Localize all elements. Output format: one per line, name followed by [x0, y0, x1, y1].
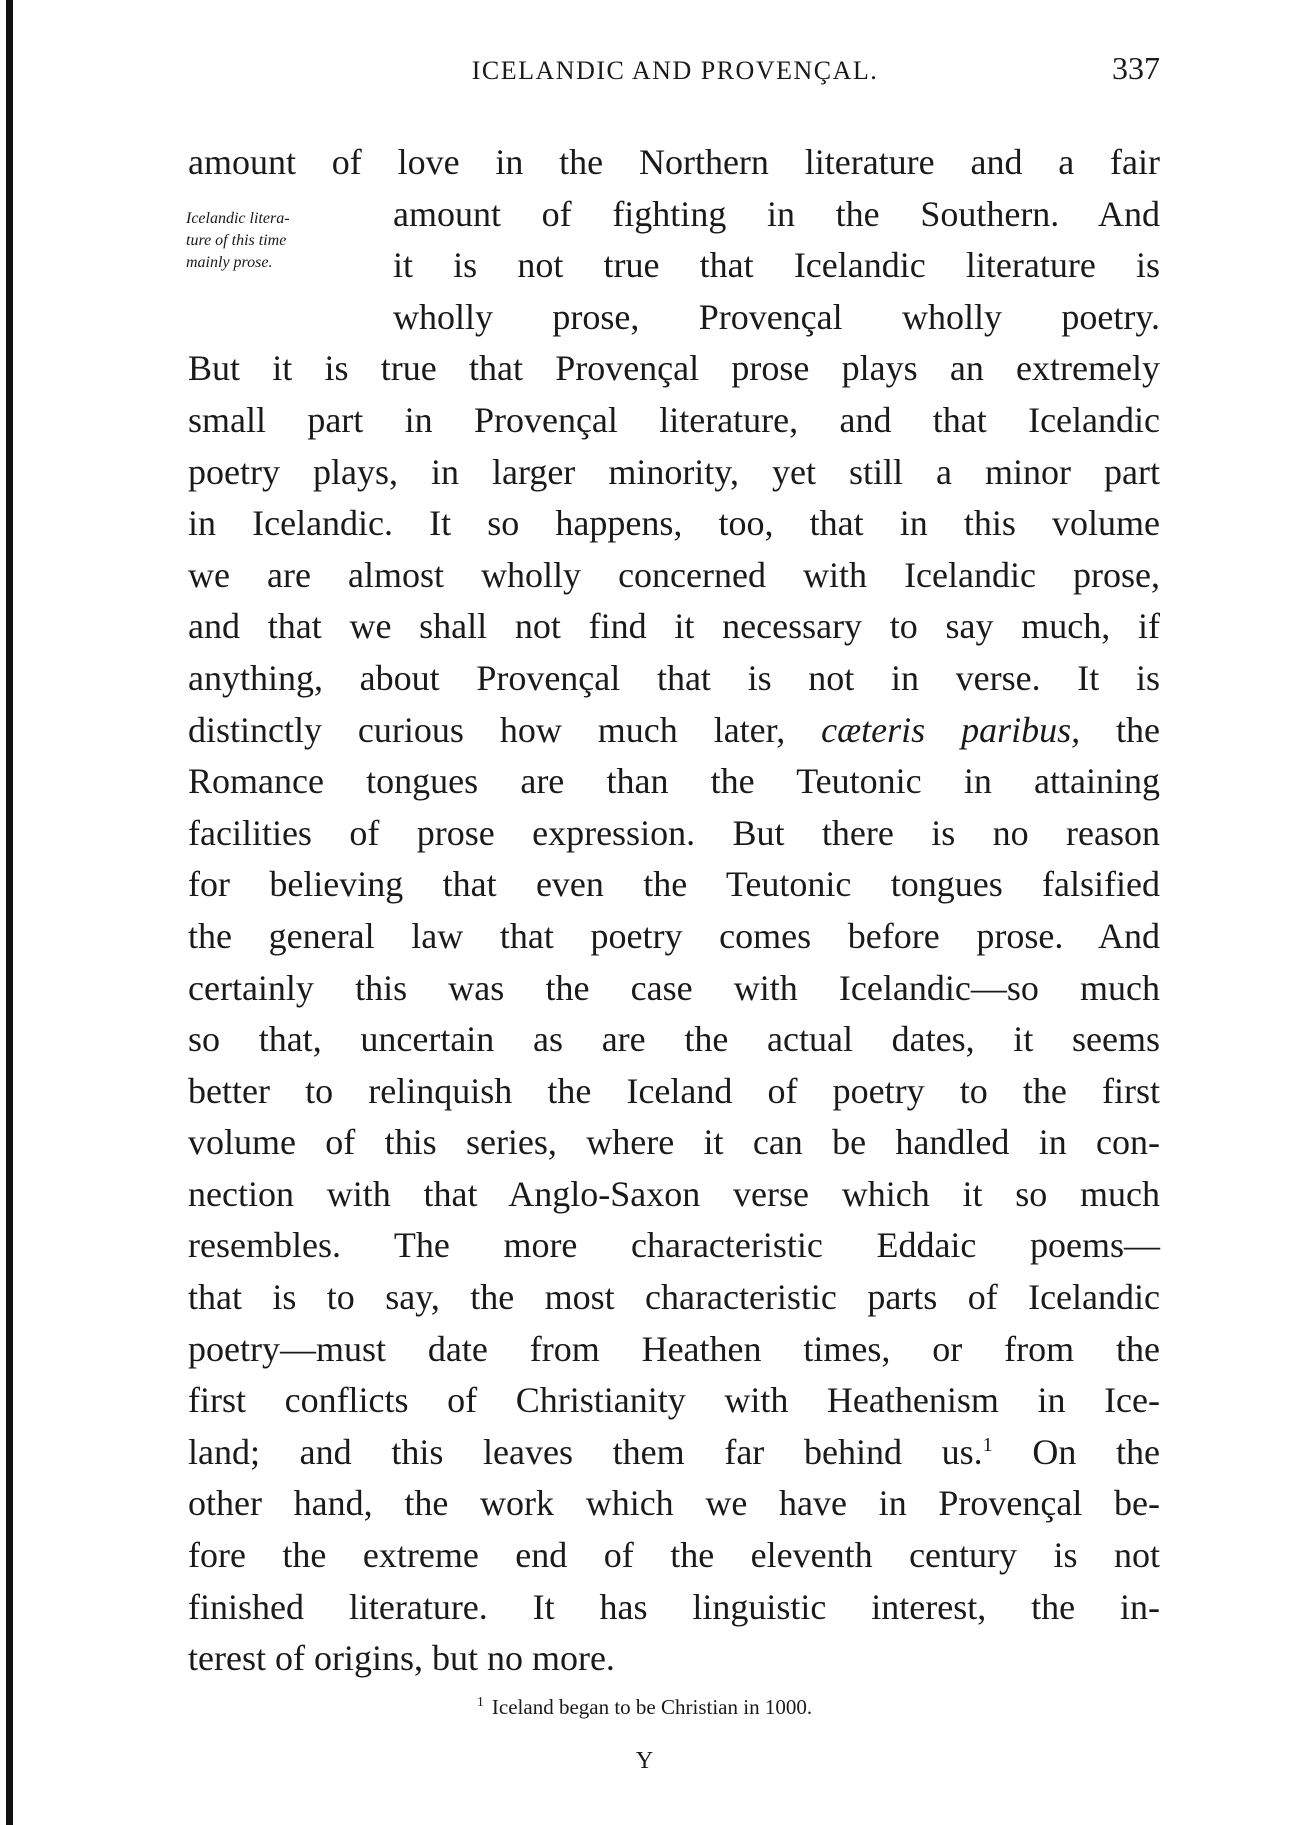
text-line: Romance tongues are than the Teutonic in attaining: [188, 761, 1160, 802]
text-segment: On the: [1032, 1431, 1160, 1472]
footnote-text: Iceland began to be Christian in 1000.: [491, 1695, 813, 1719]
text-line: poetry plays, in larger minority, yet still a minor part: [188, 451, 1160, 492]
text-line: finished literature. It has linguistic interest, the in-: [188, 1586, 1160, 1627]
text-line: we are almost wholly concerned with Icelandic prose,: [188, 554, 1160, 595]
sidenote-line: Icelandic litera-: [186, 210, 290, 227]
text-line: But it is true that Provençal prose plays an extremely: [188, 348, 1160, 389]
text-line: anything, about Provençal that is not in verse. It is: [188, 657, 1160, 698]
text-line: first conflicts of Christianity with Heathenism in Ice-: [188, 1380, 1160, 1421]
text-line: poetry—must date from Heathen times, or from the: [188, 1328, 1160, 1369]
text-line: in Icelandic. It so happens, too, that in this volume: [188, 503, 1160, 544]
latin-phrase: cæteris paribus,: [821, 709, 1081, 750]
scan-binding-edge: [6, 0, 13, 1825]
text-line: that is to say, the most characteristic parts of Icelandic: [188, 1277, 1160, 1318]
text-line: certainly this was the case with Icelandic—so much: [188, 967, 1160, 1008]
footnote: [0, 1695, 1289, 1720]
running-title: ICELANDIC AND PROVENÇAL.: [471, 56, 879, 85]
text-segment: the: [1116, 709, 1161, 750]
text-line: resembles. The more characteristic Eddaic poems—: [188, 1225, 1160, 1266]
text-line: facilities of prose expression. But there is no reason: [188, 812, 1160, 853]
footnote-number: 1: [476, 1695, 484, 1710]
text-segment: land; and this leaves them far behind us.: [188, 1431, 983, 1472]
text-line: for believing that even the Teutonic tongues falsified: [188, 864, 1160, 905]
page-number: 337: [1112, 50, 1160, 86]
text-line: the general law that poetry comes before prose. And: [188, 915, 1160, 956]
text-line: fore the extreme end of the eleventh century is not: [188, 1535, 1160, 1576]
text-line: nection with that Anglo-Saxon verse which it so much: [188, 1173, 1160, 1214]
text-segment: distinctly curious how much later,: [188, 709, 786, 750]
body-text: [188, 137, 1160, 1685]
text-line: terest of origins, but no more.: [188, 1638, 615, 1679]
running-head: [190, 50, 1160, 90]
text-line: amount of love in the Northern literature and a fair: [188, 142, 1160, 182]
text-line: small part in Provençal literature, and that Icelandic: [188, 399, 1160, 440]
text-line: other hand, the work which we have in Provençal be-: [188, 1483, 1160, 1524]
text-line: volume of this series, where it can be handled in con-: [188, 1122, 1160, 1163]
text-line: [188, 1427, 1160, 1479]
text-line: so that, uncertain as are the actual dates, it seems: [188, 1019, 1160, 1060]
text-line: better to relinquish the Iceland of poetry to the first: [188, 1070, 1160, 1111]
text-line: [188, 705, 1160, 757]
text-line: it is not true that Icelandic literature is: [393, 245, 1160, 286]
text-line: and that we shall not find it necessary to say much, if: [188, 606, 1160, 647]
sidenote-line: ture of this time: [186, 232, 287, 249]
signature-mark: Y: [635, 1748, 654, 1774]
text-line: amount of fighting in the Southern. And: [393, 193, 1160, 234]
text-line: wholly prose, Provençal wholly poetry.: [393, 296, 1160, 337]
footnote-marker: 1: [982, 1433, 993, 1456]
sidenote-line: mainly prose.: [186, 254, 273, 271]
